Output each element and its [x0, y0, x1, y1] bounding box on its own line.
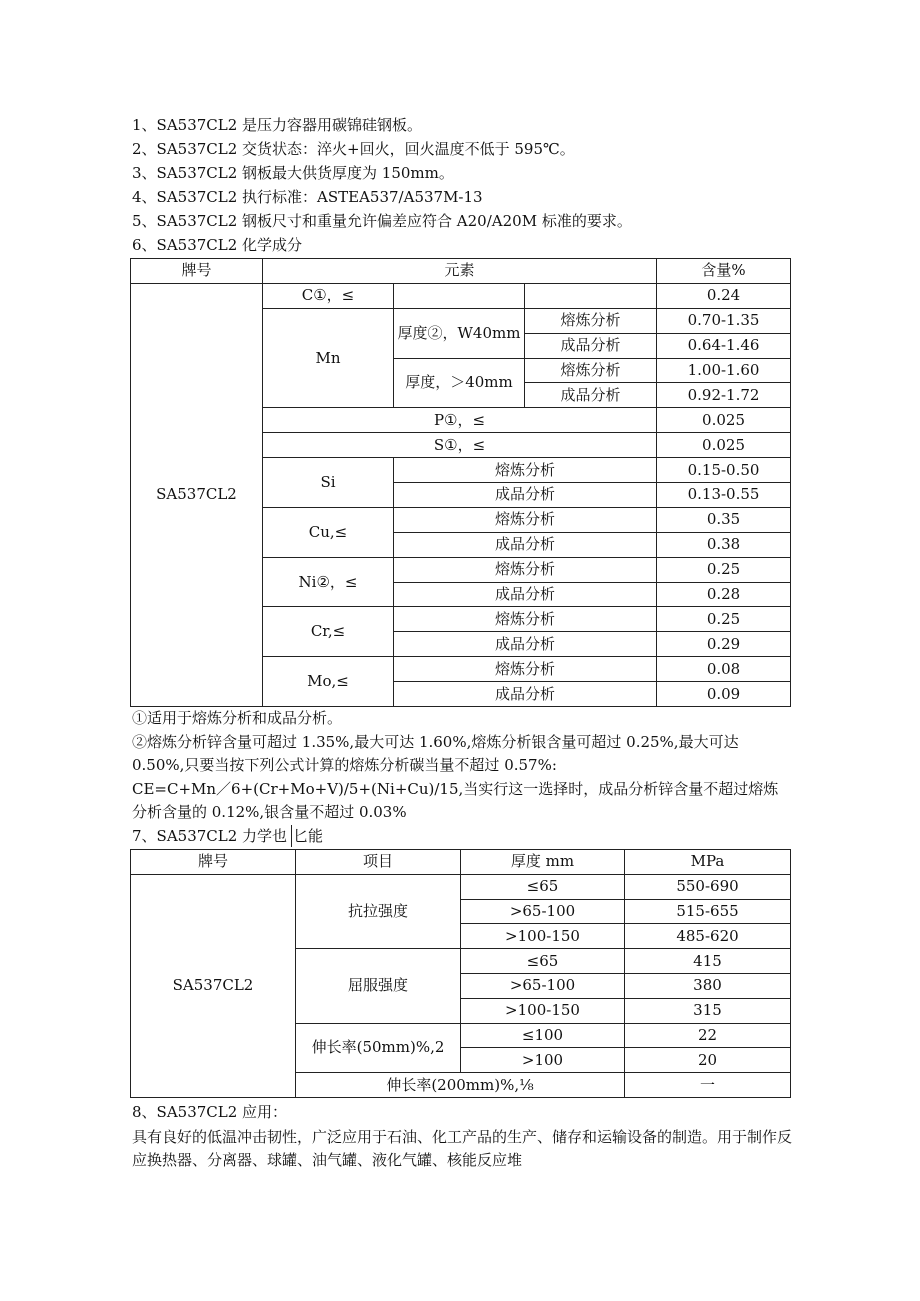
- item-tensile: 抗拉强度: [296, 874, 461, 948]
- table-row-tensile-1: [131, 874, 791, 899]
- value-ni-2: 0.28: [657, 582, 791, 607]
- thickness-cell: ≤100: [461, 1023, 625, 1048]
- value-ni-1: 0.25: [657, 557, 791, 582]
- analysis-type: 熔炼分析: [525, 358, 657, 383]
- value-cr-1: 0.25: [657, 607, 791, 632]
- intro-line-4: 4、SA537CL2 执行标准：ASTEA537/A537M-13: [132, 188, 483, 206]
- thickness-cell: >65-100: [461, 973, 625, 998]
- table-header-row: [131, 259, 791, 284]
- value-cell: 一: [625, 1073, 791, 1098]
- grade-cell: SA537CL2: [131, 283, 263, 706]
- header-grade: 牌号: [131, 850, 296, 875]
- element-cu: Cu,≤: [263, 507, 394, 557]
- element-si: Si: [263, 458, 394, 508]
- thickness-cell: >65-100: [461, 899, 625, 924]
- intro-line-3: 3、SA537CL2 钢板最大供货厚度为 150mm。: [132, 164, 454, 182]
- text-cursor-bar: [291, 825, 292, 847]
- note-1: ①适用于熔炼分析和成品分析。: [132, 709, 343, 727]
- analysis-type: 熔炼分析: [394, 458, 657, 483]
- thickness-cell: ≤65: [461, 874, 625, 899]
- section-8-heading: 8、SA537CL2 应用：: [132, 1103, 288, 1121]
- analysis-type: 成品分析: [394, 682, 657, 707]
- value-mn-2: 0.64-1.46: [657, 333, 791, 358]
- analysis-type: 成品分析: [394, 582, 657, 607]
- value-cell: 20: [625, 1048, 791, 1073]
- value-mn-1: 0.70-1.35: [657, 308, 791, 333]
- table-header-row: [131, 850, 791, 875]
- header-grade: 牌号: [131, 259, 263, 284]
- value-cell: 22: [625, 1023, 791, 1048]
- value-cell: 380: [625, 973, 791, 998]
- value-cr-2: 0.29: [657, 632, 791, 657]
- intro-line-1: 1、SA537CL2 是压力容器用碳锦硅钢板。: [132, 116, 423, 134]
- value-cell: 485-620: [625, 924, 791, 949]
- mn-thickness-2: 厚度，＞40mm: [394, 358, 525, 408]
- analysis-type: 熔炼分析: [394, 507, 657, 532]
- header-mpa: MPa: [625, 850, 791, 875]
- mechanical-properties-table: [130, 849, 791, 1098]
- element-mo: Mo,≤: [263, 657, 394, 707]
- intro-line-6-heading: 6、SA537CL2 化学成分: [132, 236, 303, 254]
- value-cell: 515-655: [625, 899, 791, 924]
- section-7-heading-left: 7、SA537CL2 力学也: [132, 827, 288, 845]
- value-p: 0.025: [657, 408, 791, 433]
- value-mo-2: 0.09: [657, 682, 791, 707]
- note-3: CE=C+Mn／6+(Cr+Mo+V)/5+(Ni+Cu)/15,当实行这一选择时，成品分析锌含量不超过熔炼分析含量的 0.12%,银含量不超过 0.03%: [132, 780, 779, 821]
- header-item: 项目: [296, 850, 461, 875]
- analysis-type: 成品分析: [394, 632, 657, 657]
- thickness-cell: ≤65: [461, 949, 625, 974]
- mn-thickness-1: 厚度②，W40mm: [394, 308, 525, 358]
- note-2: ②熔炼分析锌含量可超过 1.35%,最大可达 1.60%,熔炼分析银含量可超过 0.25%,最大可达 0.50%,只要当按下列公式计算的熔炼分析碳当量不超过 0.57%:: [132, 733, 739, 774]
- intro-line-2: 2、SA537CL2 交货状态：淬火+回火，回火温度不低于 595℃。: [132, 140, 575, 158]
- element-p: P①，≤: [263, 408, 657, 433]
- analysis-type: 成品分析: [394, 532, 657, 557]
- value-cell: 315: [625, 998, 791, 1023]
- grade-cell: SA537CL2: [131, 874, 296, 1097]
- section-7-heading: [132, 825, 323, 848]
- header-thickness: 厚度 mm: [461, 850, 625, 875]
- value-mn-3: 1.00-1.60: [657, 358, 791, 383]
- value-mn-4: 0.92-1.72: [657, 383, 791, 408]
- value-si-2: 0.13-0.55: [657, 483, 791, 508]
- thickness-cell: >100-150: [461, 924, 625, 949]
- value-cell: 415: [625, 949, 791, 974]
- analysis-type: 熔炼分析: [394, 657, 657, 682]
- value-cell: 550-690: [625, 874, 791, 899]
- item-elong50: 伸长率(50mm)%,2: [296, 1023, 461, 1073]
- analysis-type: 成品分析: [525, 333, 657, 358]
- section-7-heading-right: 匕能: [293, 827, 324, 845]
- value-cu-2: 0.38: [657, 532, 791, 557]
- section-8-body: 具有良好的低温冲击韧性，广泛应用于石油、化工产品的生产、储存和运输设备的制造。用于制作反应换热器、分离器、球罐、油气罐、液化气罐、核能反应堆: [132, 1128, 793, 1169]
- empty-cell: [525, 283, 657, 308]
- analysis-type: 熔炼分析: [525, 308, 657, 333]
- element-c: C①，≤: [263, 283, 394, 308]
- table-row-c: [131, 283, 791, 308]
- item-yield: 屈服强度: [296, 949, 461, 1023]
- value-cu-1: 0.35: [657, 507, 791, 532]
- thickness-cell: >100: [461, 1048, 625, 1073]
- value-s: 0.025: [657, 433, 791, 458]
- header-element: 元素: [263, 259, 657, 284]
- value-mo-1: 0.08: [657, 657, 791, 682]
- chemical-composition-table: [130, 258, 791, 707]
- element-cr: Cr,≤: [263, 607, 394, 657]
- element-s: S①，≤: [263, 433, 657, 458]
- item-elong200: 伸长率(200mm)%,⅛: [296, 1073, 625, 1098]
- intro-line-5: 5、SA537CL2 钢板尺寸和重量允许偏差应符合 A20/A20M 标准的要求。: [132, 212, 632, 230]
- element-mn: Mn: [263, 308, 394, 408]
- analysis-type: 熔炼分析: [394, 607, 657, 632]
- analysis-type: 成品分析: [394, 483, 657, 508]
- value-si-1: 0.15-0.50: [657, 458, 791, 483]
- analysis-type: 熔炼分析: [394, 557, 657, 582]
- value-c: 0.24: [657, 283, 791, 308]
- analysis-type: 成品分析: [525, 383, 657, 408]
- empty-cell: [394, 283, 525, 308]
- header-content: 含量%: [657, 259, 791, 284]
- element-ni: Ni②，≤: [263, 557, 394, 607]
- thickness-cell: >100-150: [461, 998, 625, 1023]
